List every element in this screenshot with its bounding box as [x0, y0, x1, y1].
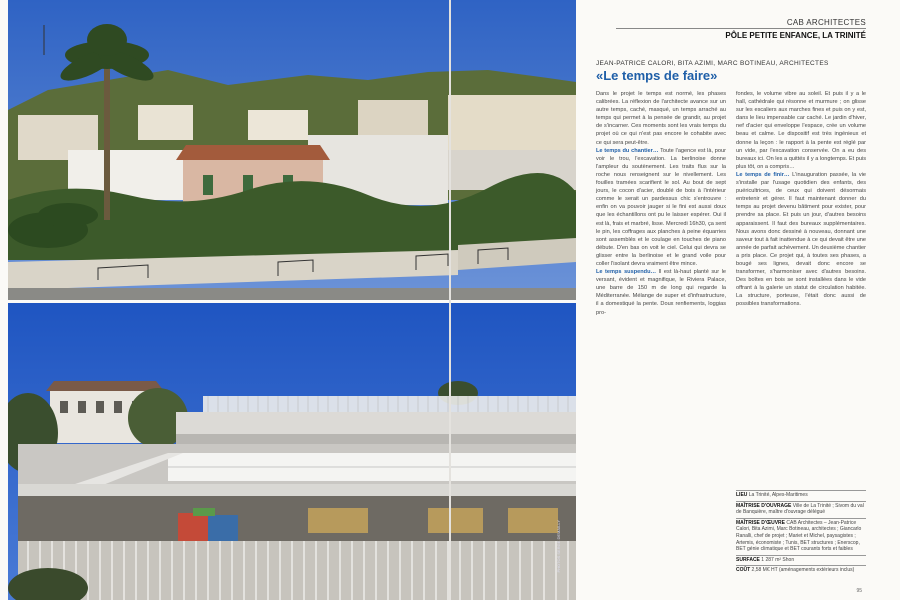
paragraph-continuation: fondes, le volume vibre au soleil. Et puis il y a le hall, cathédrale qui résonne et murmure ; on glisse sur les escaliers aux marches fines et puis on y est, dans le lieu impensable car caché. Le jardin d'hiver, nef d'acier qui enveloppe l'espace, crée un volume beau et calme. Le dispositif est très ingénieux et donne la leçon : le rapport à la pente est réglé par un vide, par l'excavation conservée. On a eu des bureaux ici. On les a quittés il y a longtemps. Et puis plus tôt, on a compris… — [736, 91, 866, 170]
page-number: 95 — [856, 588, 862, 594]
fact-key: LIEU — [736, 492, 748, 498]
photo-nursery-building — [8, 303, 576, 600]
section-header — [616, 18, 866, 40]
fact-row — [736, 518, 866, 555]
paragraph-finir — [736, 171, 866, 309]
building-illustration — [8, 303, 576, 600]
paragraph-suspendu — [596, 268, 726, 317]
fact-row — [736, 501, 866, 518]
fact-row — [736, 490, 866, 501]
fact-value: 1 287 m² Shon — [759, 556, 795, 563]
hillside-illustration — [8, 0, 576, 300]
fact-key: COÛT — [736, 567, 751, 574]
photo-hillside-villa — [8, 0, 576, 300]
text-finir: L'inauguration passée, la vie s'installe par l'usage quotidien des enfants, des puéricultrices, de ceux qui doivent désormais entretenir et gérer. Il faut maintenant donner du temps au projet devenu bâtiment pour exister, pour prendre sa place. Et puis un jour, d'autres besoins apparaissent. Il faut des bureaux supplémentaires. Nous avons donc dessiné à nouveau, donnant une saveur tout à fait inattendue à ce qui devait être une année de parfait achèvement. Un deuxième chantier a pris place. Ce projet qui, à toutes ses phases, a bougé ses lignes, devait donc encore se transformer, s'harmoniser avec d'autres besoins. Des boîtes en bois se sont installées dans le vide offrant à la galerie un statut de circulation habitée. La structure, porteuse, l'était donc aussi de possibles transformations. — [736, 171, 866, 308]
photo-credit: PHOTOS SERGE DEMAILLY — [556, 520, 561, 573]
fact-key: SURFACE — [736, 556, 760, 563]
header-rule — [616, 28, 866, 29]
paragraph-intro: Dans le projet le temps est normé, les phases calibrées. La réflexion de l'architecte avance sur un autre temps, caché, masqué, un temps arraché au temps qui permet à la pensée de grandir, au projet de s'incarner. Ces moments sont les vrais temps du projet où ce qui n'est pas encore le cohabite avec ce qui sera peut-être. — [596, 91, 726, 146]
fact-row — [736, 565, 866, 576]
lead-finir: Le temps de finir… — [736, 171, 790, 178]
page-gutter — [449, 0, 451, 600]
text-chantier: Toute l'agence est là, pour voir le trou, l'excavation. La berlinoise donne l'ampleur du soutènement. Les traits flus sur la roche nous renseignent sur le nivellement. Les fouilles tramées scarifient le sol. Au bout de sept jours, le cocon d'acier, doublé de bois à l'intérieur comme le serait un pardessus chic s'entrouvre : enfin on va pouvoir jauger si le fini est aussi doux que les échantillons ont pu le laisser espérer. Oui il est là, frais et marbré, lisse. Mercredi 16h30, ça sent le pin, les coffrages aux planches à peine équarries sont assemblés et le coulage en touches de piano débute. D'en bas on voit le ciel. Celui qui devra se glisser entre la berlinoise et le grand voile pour coller l'isolant devra vraiment être mince. — [596, 147, 726, 267]
project-name: PÔLE PETITE ENFANCE, LA TRINITÉ — [725, 31, 866, 40]
lead-suspendu: Le temps suspendu… — [596, 269, 657, 276]
project-facts — [736, 490, 866, 576]
fact-row — [736, 555, 866, 566]
text-column-2 — [736, 90, 866, 309]
article-byline: JEAN-PATRICE CALORI, BITA AZIMI, MARC BOTINEAU, ARCHITECTES — [596, 60, 829, 67]
firm-name: CAB ARCHITECTES — [786, 18, 866, 27]
lead-chantier: Le temps du chantier… — [596, 147, 659, 154]
text-column-1 — [596, 90, 726, 317]
text-suspendu: Il est là-haut planté sur le versant, évident et magnifique, le Riviera Palace, une barre de 150 m de long qui regarde la Méditerranée. Mélange de super et d'infrastructure, il a domestiqué la pente. Doux renfiements, loggias pro- — [596, 269, 726, 316]
article-headline: «Le temps de faire» — [596, 68, 718, 83]
fact-value: 2,58 M€ HT (aménagements extérieurs inclus) — [750, 567, 855, 574]
fact-key: MAÎTRISE D'OUVRAGE — [736, 502, 792, 509]
fact-value: La Trinité, Alpes-Maritimes — [747, 492, 808, 498]
fact-value: Ville de La Trinité ; Sivom du val de Banquière, maître d'ouvrage délégué — [736, 502, 864, 516]
fact-key: MAÎTRISE D'ŒUVRE — [736, 519, 785, 526]
fact-value: CAB Architectes – Jean-Patrice Calori, Bita Azimi, Marc Botineau, architectes ; Giancarlo Ranalli, chef de projet ; Mariet et Michel, paysagistes ; Artemis, économiste ; Tunis, BET structures ; Enerscop, BET génie climatique et BET courants forts et faibles — [736, 519, 862, 553]
paragraph-chantier — [596, 147, 726, 268]
